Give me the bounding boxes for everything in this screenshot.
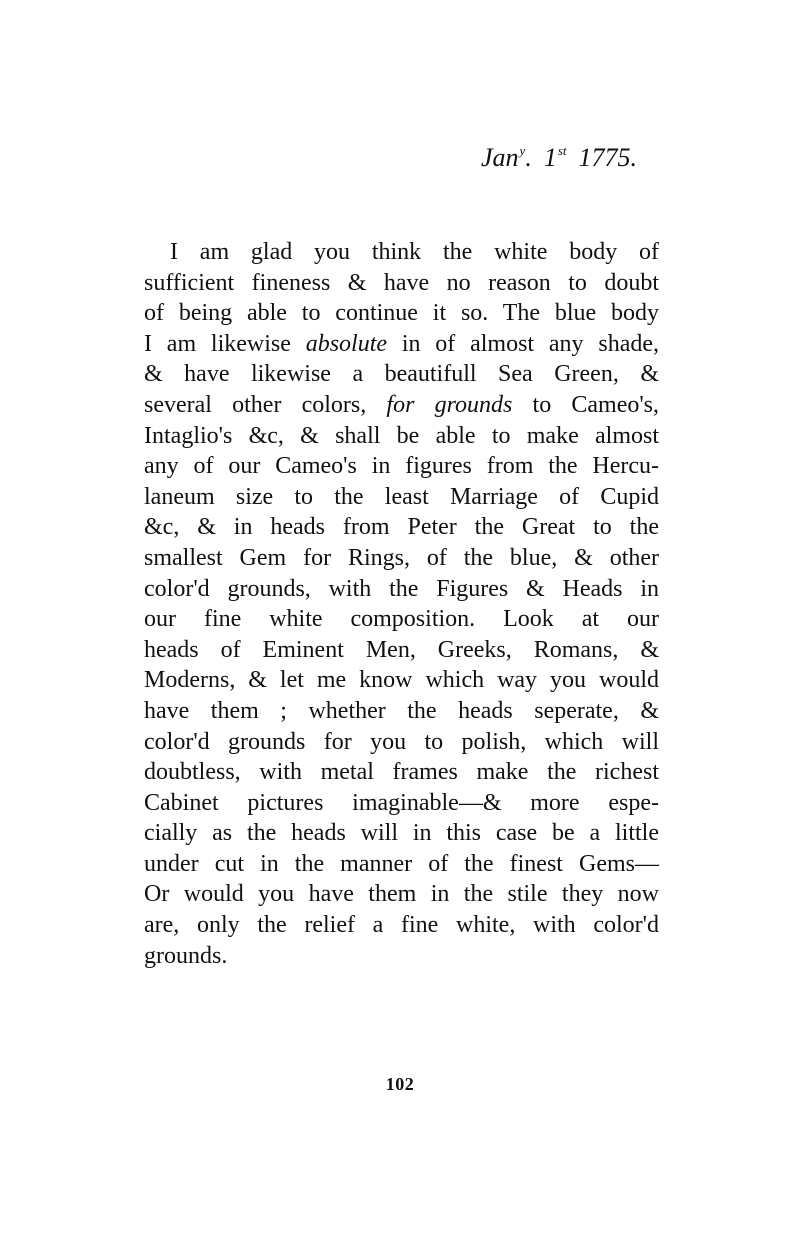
text-segment: grounds.: [144, 942, 228, 969]
text-segment: have them ; whether the heads seperate, &: [144, 697, 659, 724]
letter-body: [144, 237, 659, 971]
text-line: [144, 421, 659, 452]
text-segment: & have likewise a beautifull Sea Green, &: [144, 361, 659, 388]
text-line: [144, 512, 659, 543]
text-segment: laneum size to the least Marriage of Cupid: [144, 483, 659, 510]
text-segment: to Cameo's,: [512, 391, 660, 418]
text-line: [144, 329, 659, 360]
text-line: [144, 543, 659, 574]
text-segment: &c, & in heads from Peter the Great to the: [144, 514, 659, 541]
text-line: [144, 849, 659, 880]
text-line: [144, 451, 659, 482]
text-line: [144, 788, 659, 819]
text-segment: under cut in the manner of the finest Gems—: [144, 850, 659, 877]
text-segment: are, only the relief a fine white, with color'd: [144, 912, 659, 939]
text-segment: color'd grounds for you to polish, which will: [144, 728, 659, 755]
text-line: [144, 237, 659, 268]
text-segment: our fine white composition. Look at our: [144, 606, 659, 633]
letter-date: Jan$^y$. 1st 1775.: [481, 143, 637, 172]
text-segment: cially as the heads will in this case be a little: [144, 820, 659, 847]
date-day: 1: [543, 143, 557, 172]
emphasized-text: absolute: [305, 330, 388, 357]
text-segment: color'd grounds, with the Figures & Heads in: [144, 575, 659, 602]
text-line: [144, 696, 659, 727]
text-segment: smallest Gem for Rings, of the blue, & other: [144, 544, 659, 571]
text-segment: any of our Cameo's in figures from the Hercu-: [144, 453, 659, 480]
date-year: 1775.: [578, 143, 637, 172]
date-day-superscript: st: [557, 143, 567, 158]
text-segment: doubtless, with metal frames make the richest: [144, 759, 659, 786]
text-segment: Moderns, & let me know which way you would: [144, 667, 659, 694]
text-line: [144, 390, 659, 421]
emphasized-text: for grounds: [386, 391, 513, 418]
text-line: [144, 879, 659, 910]
text-line: [144, 482, 659, 513]
text-segment: Intaglio's &c, & shall be able to make almost: [144, 422, 659, 449]
text-line: [144, 757, 659, 788]
text-segment: I am likewise: [144, 330, 306, 357]
text-segment: Or would you have them in the stile they now: [144, 881, 659, 908]
text-line: [144, 941, 659, 972]
date-month: Jan: [481, 143, 519, 172]
text-line: [144, 635, 659, 666]
text-segment: Cabinet pictures imaginable—& more espe-: [144, 789, 659, 816]
text-line: [144, 727, 659, 758]
text-segment: of being able to continue it so. The blue body: [144, 300, 659, 327]
text-line: [144, 604, 659, 635]
date-month-superscript: y: [519, 143, 526, 158]
text-segment: sufficient fineness & have no reason to doubt: [144, 269, 659, 296]
text-segment: heads of Eminent Men, Greeks, Romans, &: [144, 636, 659, 663]
page-number: 102: [385, 1074, 415, 1094]
text-line: [144, 359, 659, 390]
text-segment: in of almost any shade,: [387, 330, 659, 357]
text-line: [144, 910, 659, 941]
text-line: [144, 268, 659, 299]
text-line: [144, 574, 659, 605]
text-segment: I am glad you think the white body of: [170, 239, 659, 265]
text-line: [144, 665, 659, 696]
text-line: [144, 298, 659, 329]
text-line: [144, 818, 659, 849]
text-segment: several other colors,: [144, 391, 387, 418]
